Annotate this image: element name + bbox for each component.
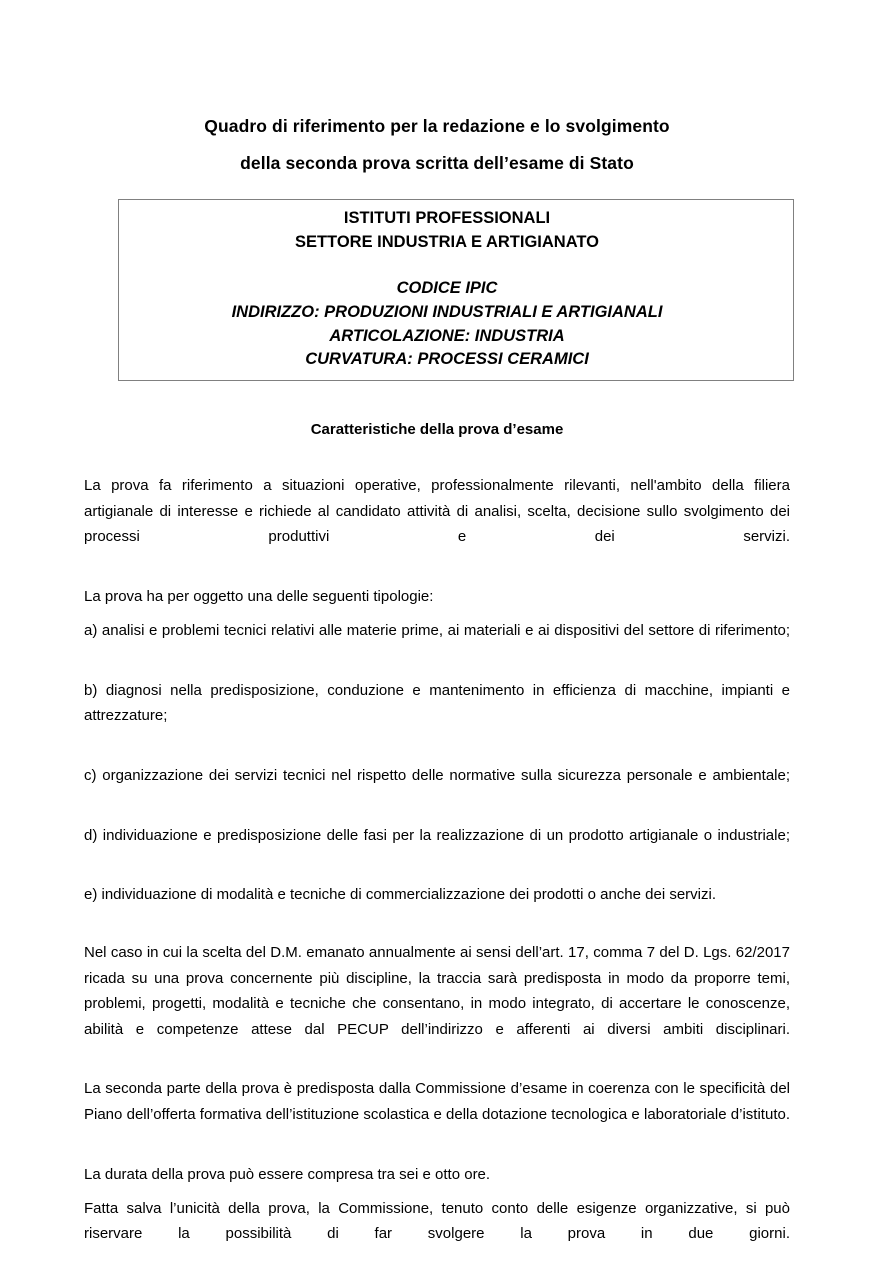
qualification-info-box [118,199,794,381]
page-title-line-1: Quadro di riferimento per la redazione e lo svolgimento [204,116,670,136]
institute-type-line: ISTITUTI PROFESSIONALI [343,209,551,227]
list-item-c: c) organizzazione dei servizi tecnici nel rispetto delle normative sulla sicurezza personale e ambientale; [84,766,790,784]
list-item-a: a) analisi e problemi tecnici relativi alle materie prime, ai materiali e ai dispositivi del settore di riferimento; [84,621,790,639]
section-heading: Caratteristiche della prova d’esame [310,421,564,438]
course-code-line: CODICE IPIC [396,279,498,297]
course-curvature-line: CURVATURA: PROCESSI CERAMICI [305,350,589,369]
paragraph-duration: La durata della prova può essere compresa tra sei e otto ore. [84,1165,491,1183]
paragraph-two-days: Fatta salva l’unicità della prova, la Commissione, tenuto conto delle esigenze organizzative, si può riservare la possibilità di far svolgere la prova in due giorni. [84,1199,790,1243]
paragraph-types-lead: La prova ha per oggetto una delle seguenti tipologie: [84,587,434,605]
page-title-line-2: della seconda prova scritta dell’esame di Stato [240,153,634,173]
course-address-line: INDIRIZZO: PRODUZIONI INDUSTRIALI E ARTIGIANALI [231,302,663,321]
sector-line: SETTORE INDUSTRIA E ARTIGIANATO [294,232,600,251]
list-item-d: d) individuazione e predisposizione delle fasi per la realizzazione di un prodotto artigianale o industriale; [84,826,790,844]
info-box-spacer [119,254,775,277]
list-item-b: b) diagnosi nella predisposizione, conduzione e mantenimento in efficienza di macchine, impianti e attrezzature; [84,681,790,725]
body-text [84,473,790,1273]
page-title [84,108,790,182]
paragraph-dm-reference: Nel caso in cui la scelta del D.M. emanato annualmente ai sensi dell’art. 17, comma 7 del D. Lgs. 62/2017 ricada su una prova concernente più discipline, la traccia sarà predisposta in modo da proporre temi, problemi, progetti, modalità e tecniche che consentano, in modo integrato, di accertare le conoscenze, abilità e competenze attese dal PECUP dell’indirizzo e afferenti ai diversi ambiti disciplinari. [84,943,790,1038]
qualification-info-box-content [119,200,775,372]
paragraph-second-part: La seconda parte della prova è predisposta dalla Commissione d’esame in coerenza con le specificità del Piano dell’offerta formativa dell’istituzione scolastica e della dotazione tecnologica e laboratoriale d’istituto. [84,1080,790,1123]
course-articulation-line: ARTICOLAZIONE: INDUSTRIA [329,326,565,345]
paragraph-intro: La prova fa riferimento a situazioni operative, professionalmente rilevanti, nell'ambito della filiera artigianale di interesse e richiede al candidato attività di analisi, scelta, decisione sullo svolgimento dei processi produttivi e dei servizi. [84,477,790,546]
list-item-e: e) individuazione di modalità e tecniche di commercializzazione dei prodotti o anche dei servizi. [84,886,716,904]
